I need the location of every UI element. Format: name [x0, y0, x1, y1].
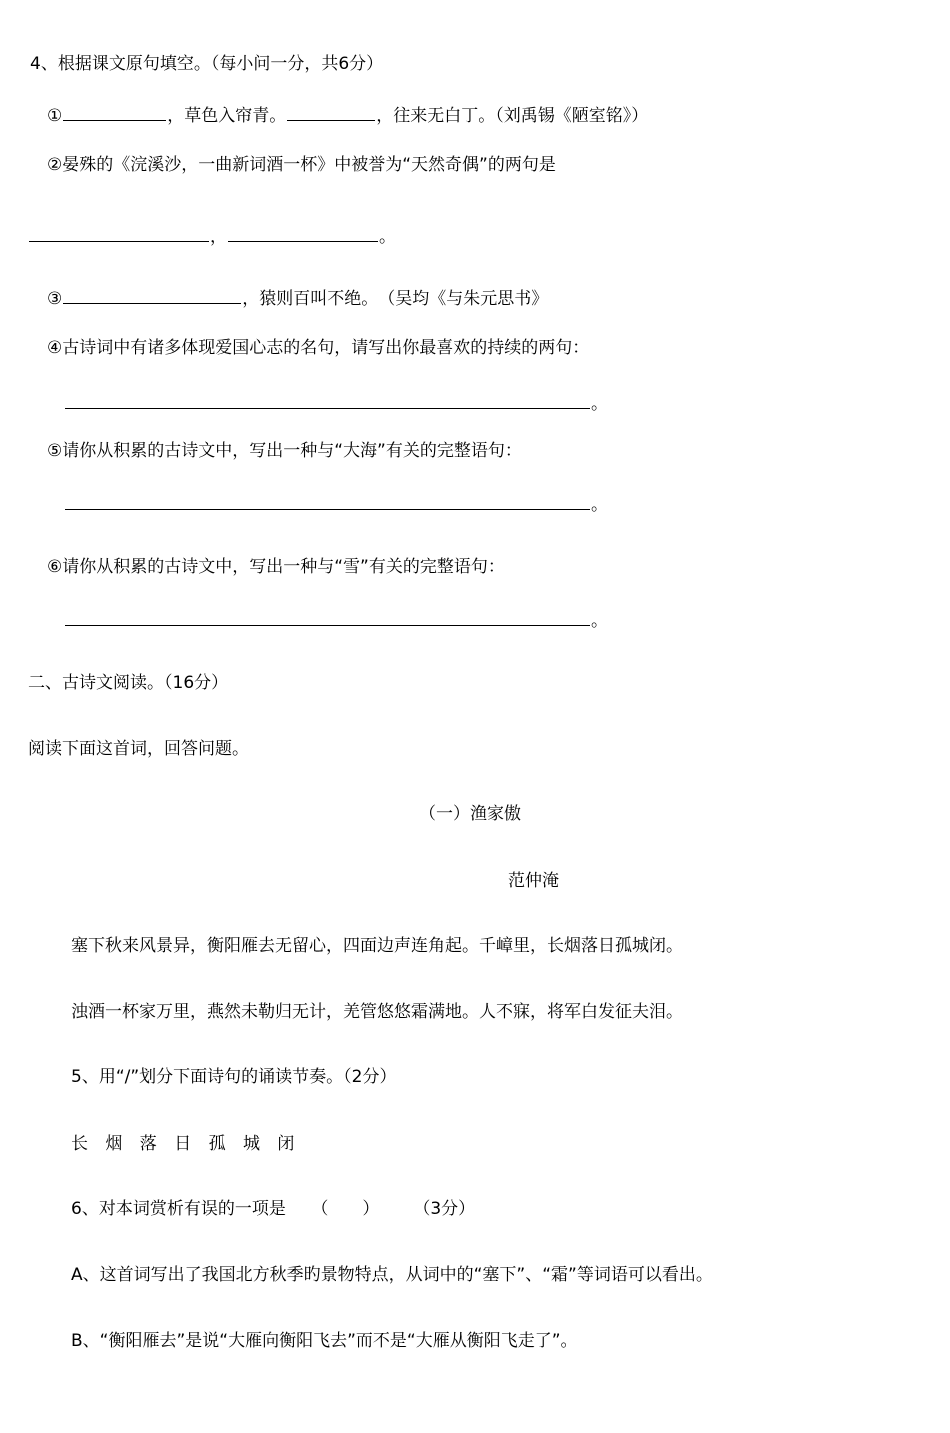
poem-line-2: 浊酒一杯家万里，燕然未勒归无计，羌管悠悠霜满地。人不寐，将军白发征夫泪。	[71, 1002, 683, 1022]
q4-item3-marker: ③	[47, 289, 63, 309]
answer-blank-1a[interactable]	[63, 102, 166, 121]
q4-item6-prompt: ⑥请你从积累的古诗文中，写出一种与“雪”有关的完整语句：	[47, 557, 505, 577]
answer-blank-6[interactable]	[65, 607, 590, 626]
poem-author: 范仲淹	[508, 871, 559, 891]
q4-header: 4、根据课文原句填空。（每小问一分，共6分）	[30, 54, 384, 74]
answer-blank-1b[interactable]	[287, 102, 375, 121]
q4-item4-prompt: ④古诗词中有诸多体现爱国心志的名句，请写出你最喜欢的持续的两句：	[47, 338, 590, 358]
q4-item3	[47, 285, 548, 311]
q4-item2-period: 。	[379, 227, 396, 247]
poem-line-1: 塞下秋来风景异，衡阳雁去无留心，四面边声连角起。千嶂里，长烟落日孤城闭。	[71, 936, 683, 956]
section2-header: 二、古诗文阅读。（16分）	[28, 673, 229, 693]
q4-item5-answer	[64, 491, 608, 517]
answer-blank-5[interactable]	[65, 491, 590, 510]
q4-item5-prompt: ⑤请你从积累的古诗文中，写出一种与“大海”有关的完整语句：	[47, 441, 522, 461]
answer-blank-4[interactable]	[65, 390, 590, 409]
q6-prompt: 6、对本词赏析有误的一项是 （ ） （3分）	[71, 1199, 476, 1219]
section2-intro: 阅读下面这首词，回答问题。	[28, 739, 249, 759]
answer-blank-3[interactable]	[63, 285, 241, 304]
q4-item1-marker: ①	[47, 106, 63, 126]
q5-prompt: 5、用“/”划分下面诗句的诵读节奏。（2分）	[71, 1067, 397, 1087]
q5-phrase: 长 烟 落 日 孤 城 闭	[71, 1134, 301, 1154]
answer-blank-2b[interactable]	[228, 223, 378, 242]
answer-blank-2a[interactable]	[29, 223, 209, 242]
q4-item2-prompt: ②晏殊的《浣溪沙，一曲新词酒一杯》中被誉为“天然奇偶”的两句是	[47, 155, 556, 175]
q4-item6-period: 。	[591, 611, 608, 631]
q4-item2-answer	[28, 223, 396, 249]
q4-item4-period: 。	[591, 394, 608, 414]
poem-title: （一）渔家傲	[419, 804, 521, 824]
q4-item3-end: ，猿则百叫不绝。 （吴均《与朱元思书》	[242, 289, 549, 309]
q4-item1	[47, 102, 648, 128]
q4-item1-mid: ，草色入帘青。	[167, 106, 287, 126]
q4-item1-end: ，往来无白丁。（刘禹锡《陋室铭》）	[376, 106, 649, 126]
q4-item2-comma: ，	[210, 227, 227, 247]
q4-item5-period: 。	[591, 495, 608, 515]
q4-item6-answer	[64, 607, 608, 633]
q6-option-b: B、“衡阳雁去”是说“大雁向衡阳飞去”而不是“大雁从衡阳飞走了”。	[71, 1331, 578, 1351]
q4-item4-answer	[64, 390, 608, 416]
q6-option-a: A、这首词写出了我国北方秋季旳景物特点，从词中的“塞下”、“霜”等词语可以看出。	[71, 1265, 713, 1285]
